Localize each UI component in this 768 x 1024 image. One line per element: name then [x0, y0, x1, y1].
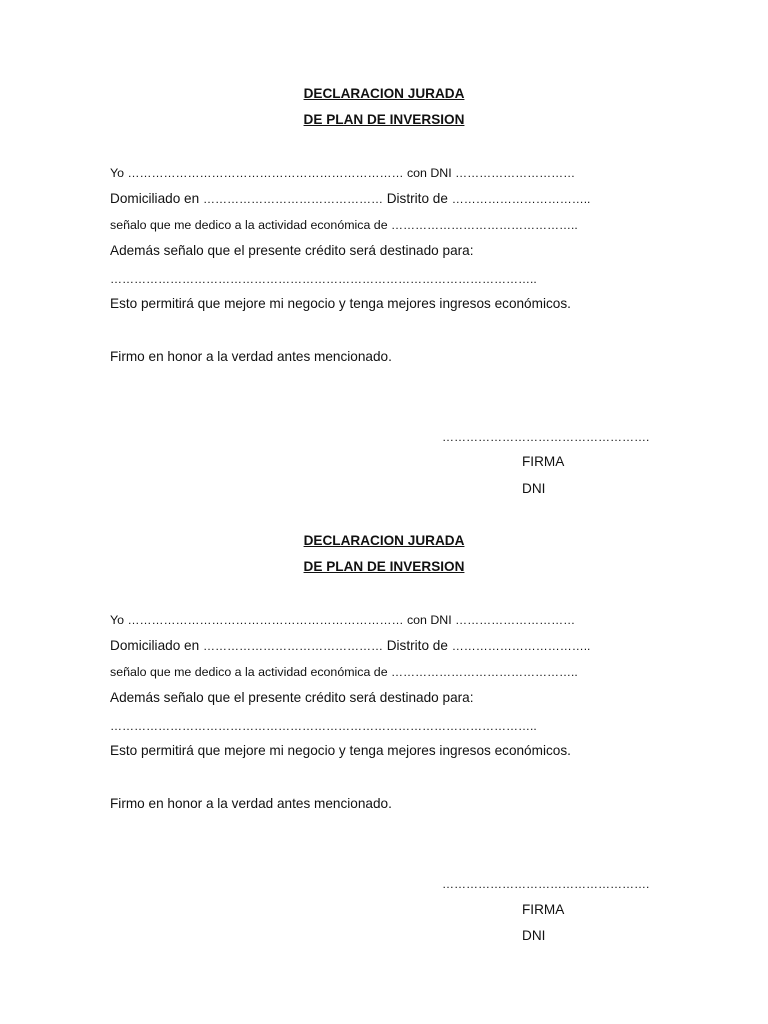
name-line — [110, 611, 575, 629]
document-subtitle: DE PLAN DE INVERSION — [303, 112, 465, 127]
dni-label: con DNI — [406, 166, 452, 180]
distrito-blank: …………………………….. — [451, 639, 591, 653]
signature-label: FIRMA — [522, 454, 565, 469]
dni-blank: ………………………… — [455, 166, 576, 180]
signature-line: ……………………………………………. — [442, 430, 650, 444]
signature-dni-label: DNI — [522, 928, 546, 943]
distrito-label: Distrito de — [386, 638, 448, 653]
name-blank: …………………………………………………………… — [127, 166, 404, 180]
yo-label: Yo — [110, 166, 125, 180]
signature-line: ……………………………………………. — [442, 877, 650, 891]
document-subtitle: DE PLAN DE INVERSION — [303, 559, 465, 574]
dni-blank: ………………………… — [455, 613, 576, 627]
document-title: DECLARACION JURADA — [303, 533, 465, 548]
document-title: DECLARACION JURADA — [303, 86, 465, 101]
credit-purpose-blank: …………………………………………………………………………………………….. — [110, 272, 537, 286]
address-line — [110, 637, 590, 655]
activity-line — [110, 216, 578, 234]
dni-label: con DNI — [406, 613, 452, 627]
distrito-blank: …………………………….. — [451, 192, 591, 206]
credit-purpose-text: Además señalo que el presente crédito será destinado para: — [110, 243, 474, 258]
domicilio-label: Domiciliado en — [110, 638, 200, 653]
business-text: Esto permitirá que mejore mi negocio y tenga mejores ingresos económicos. — [110, 743, 571, 758]
actividad-blank: ……………………………………….. — [391, 665, 578, 679]
distrito-label: Distrito de — [386, 191, 448, 206]
signature-dni-label: DNI — [522, 481, 546, 496]
oath-text: Firmo en honor a la verdad antes mencionado. — [110, 796, 392, 811]
name-blank: …………………………………………………………… — [127, 613, 404, 627]
activity-line — [110, 663, 578, 681]
credit-purpose-text: Además señalo que el presente crédito será destinado para: — [110, 690, 474, 705]
name-line — [110, 164, 575, 182]
domicilio-label: Domiciliado en — [110, 191, 200, 206]
actividad-label: señalo que me dedico a la actividad económica de — [110, 218, 388, 232]
actividad-blank: ……………………………………….. — [391, 218, 578, 232]
address-line — [110, 190, 590, 208]
signature-label: FIRMA — [522, 902, 565, 917]
yo-label: Yo — [110, 613, 125, 627]
actividad-label: señalo que me dedico a la actividad económica de — [110, 665, 388, 679]
oath-text: Firmo en honor a la verdad antes mencionado. — [110, 349, 392, 364]
domicilio-blank: ……………………………………… — [202, 639, 383, 653]
credit-purpose-blank: …………………………………………………………………………………………….. — [110, 719, 537, 733]
business-text: Esto permitirá que mejore mi negocio y tenga mejores ingresos económicos. — [110, 296, 571, 311]
domicilio-blank: ……………………………………… — [202, 192, 383, 206]
